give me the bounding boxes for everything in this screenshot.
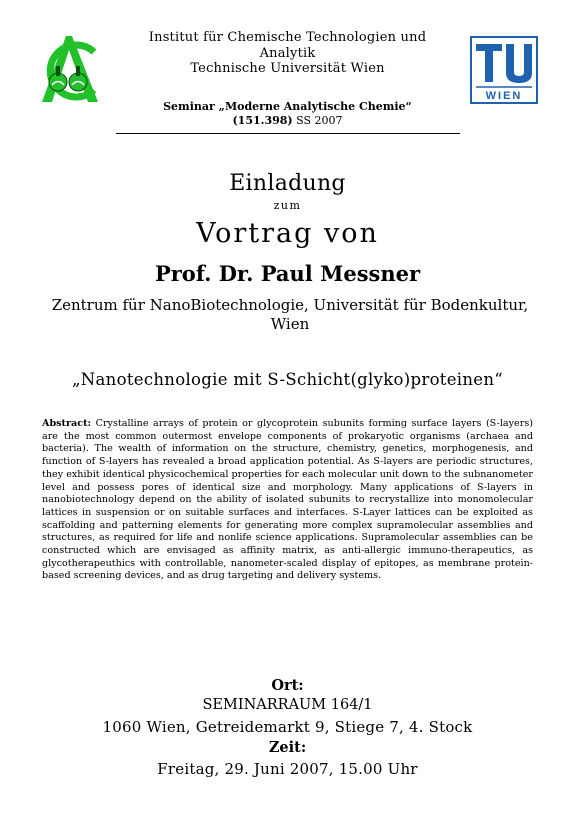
talk-title: „Nanotechnologie mit S-Schicht(glyko)proteinen“ [71, 370, 504, 389]
address: 1060 Wien, Getreidemarkt 9, Stiege 7, 4. Stock [102, 718, 473, 736]
location-label: Ort: [271, 677, 304, 694]
seminar-info [110, 100, 465, 128]
affiliation-line2: Wien [270, 315, 310, 333]
invitation-heading: Einladung [229, 171, 346, 196]
abstract-label: Abstract: [42, 418, 92, 429]
tu-wien-logo-icon [470, 36, 538, 104]
abstract-paragraph [42, 418, 533, 583]
invitation-vortrag: Vortrag von [196, 218, 379, 249]
affiliation-line1: Zentrum für NanoBiotechnologie, Universität für Bodenkultur, [51, 296, 529, 314]
institute-name-line1: Institut für Chemische Technologien und [148, 30, 427, 45]
abstract-text: Crystalline arrays of protein or glycoprotein subunits forming surface layers (S-layers) are the most common outermost envelope components of prokaryotic organisms (archaea and bacteria). The wealth of information on the structure, chemistry, genetics, morphogenesis, and function of S-layers has revealed a broad application potential. As S-layers are periodic structures, they exhibit identical physicochemical properties for each molecular unit down to the subnanometer level and possess pores of identical size and morphology. Many applications of S-layers in nanobiotechnology depend on the ability of isolated subunits to recrystallize into monomolecular lattices in suspension or on suitable surfaces and interfaces. S-Layer lattices can be exploited as scaffolding and patterning elements for generating more complex supramolecular assemblies and structures, as required for life and nonlife science applications. Supramolecular assemblies can be constructed which are envisaged as affinity matrix, as anti-allergic immuno-therapeutics, as glycotherapeuthics with controllable, nanometer-scaled display of epitopes, as membrane protein-based screening devices, and as drug targeting and delivery systems. [42, 418, 533, 582]
tu-wien-logo-text: WIEN [485, 90, 523, 102]
institute-logo-icon [36, 30, 104, 106]
seminar-term: SS 2007 [292, 114, 343, 127]
time-label: Zeit: [268, 739, 307, 756]
university-name: Technische Universität Wien [190, 61, 385, 76]
room-name: SEMINARRAUM 164/1 [202, 697, 373, 713]
speaker-name: Prof. Dr. Paul Messner [154, 261, 421, 286]
institute-header [110, 30, 465, 77]
speaker-affiliation [45, 296, 535, 334]
institute-name-line2: Analytik [259, 45, 316, 61]
invitation-zum: zum [273, 199, 302, 212]
event-date: Freitag, 29. Juni 2007, 15.00 Uhr [157, 760, 418, 778]
header-divider [116, 133, 460, 134]
seminar-number: (151.398) [232, 114, 293, 127]
seminar-title: Seminar „Moderne Analytische Chemie“ [163, 100, 412, 113]
